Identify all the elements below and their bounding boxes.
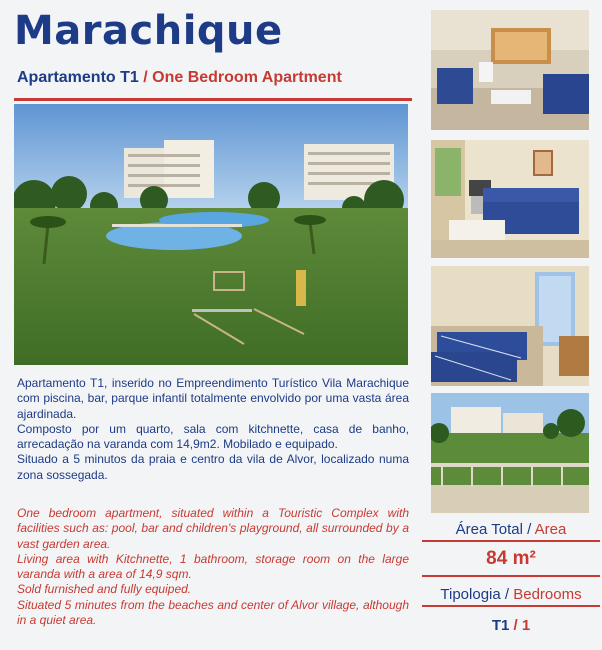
type-value-separator: / — [509, 617, 522, 634]
type-value — [422, 617, 600, 634]
description-english — [17, 506, 409, 628]
type-label-pt: Tipologia — [440, 586, 501, 603]
area-divider-top — [422, 540, 600, 542]
description-pt-paragraph: Situado a 5 minutos da praia e centro da vila de Alvor, localizado numa zona sossegada. — [17, 452, 409, 482]
description-en-paragraph: Sold furnished and fully equiped. — [17, 582, 192, 597]
area-label — [422, 521, 600, 538]
area-label-pt: Área Total — [455, 521, 523, 538]
area-value: 84 m² — [486, 548, 536, 569]
subtitle-en: One Bedroom Apartment — [152, 69, 342, 86]
type-label — [422, 586, 600, 603]
type-label-separator: / — [500, 586, 514, 603]
description-pt-paragraph: Composto por um quarto, sala com kitchnette, casa de banho, arrecadação na varanda com 14,9m2. Mobilado e equipado. — [17, 421, 409, 452]
subtitle-separator: / — [138, 69, 153, 86]
type-label-en: Bedrooms — [513, 586, 582, 603]
description-en-paragraph: Living area with Kitchnette, 1 bathroom, storage room on the large varanda with a area of 14,9 sqm. — [17, 551, 409, 582]
balcony-view-photo — [431, 393, 589, 513]
area-label-separator: / — [522, 521, 535, 538]
resort-pool-photo — [14, 104, 408, 365]
page-title: Marachique — [14, 8, 283, 54]
bedroom-photo — [431, 266, 589, 386]
area-label-en: Area — [534, 521, 567, 538]
description-en-paragraph: One bedroom apartment, situated within a Touristic Complex with facilities such as: pool, bar and children's playground, all surrounded by a vast garden area. — [17, 506, 409, 551]
page-subtitle — [17, 69, 412, 87]
subtitle-pt: Apartamento T1 — [17, 69, 139, 86]
description-portuguese — [17, 376, 409, 483]
header-divider — [14, 98, 412, 101]
sofa-room-photo — [431, 140, 589, 258]
description-en-paragraph: Situated 5 minutes from the beaches and center of Alvor village, although in a quiet area. — [17, 597, 409, 628]
type-value-pt: T1 — [491, 617, 510, 634]
area-divider-bottom — [422, 575, 600, 577]
description-pt-paragraph: Apartamento T1, inserido no Empreendimento Turístico Vila Marachique com piscina, bar, parque infantil totalmente envolvido por uma vasta área ajardinada. — [17, 376, 409, 421]
type-value-en: 1 — [521, 617, 531, 634]
living-room-photo — [431, 10, 589, 130]
type-divider — [422, 605, 600, 607]
